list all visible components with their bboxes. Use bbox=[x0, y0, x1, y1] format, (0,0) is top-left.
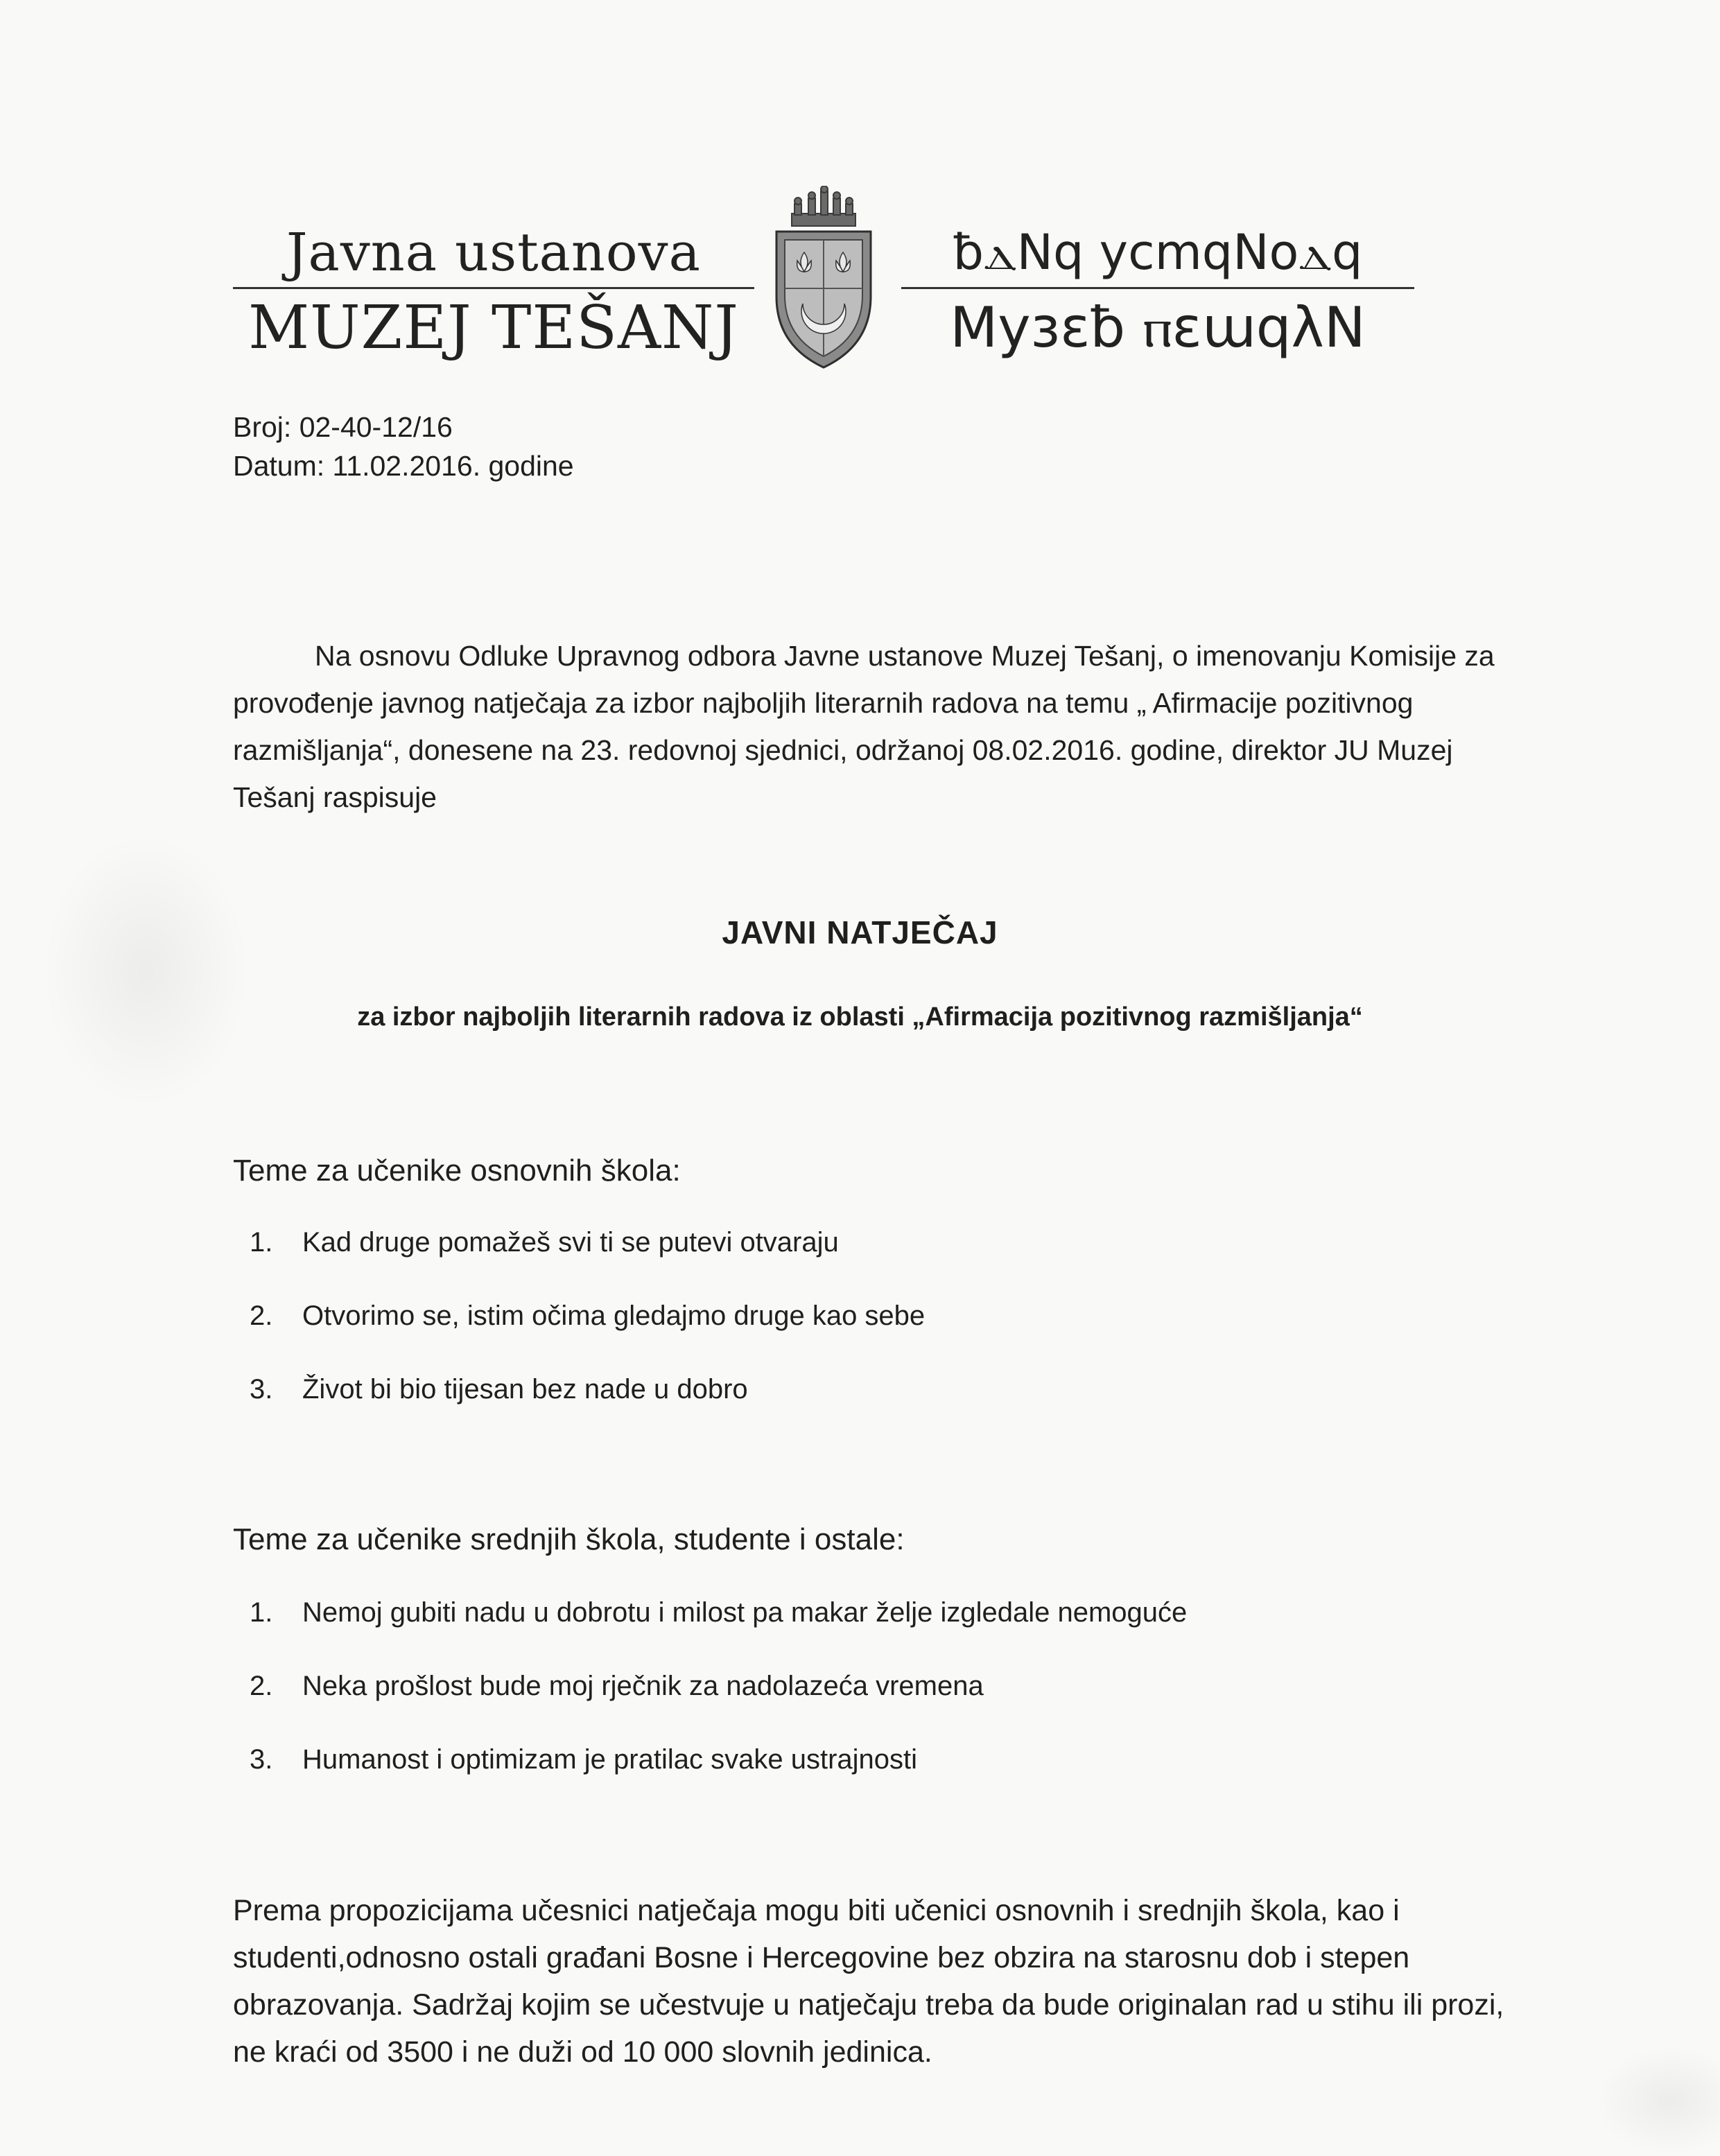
institution-type-latin: Javna ustanova bbox=[286, 221, 701, 283]
institution-type-bosancica: ƀⲇNq ycmqNoⲇq bbox=[953, 224, 1363, 281]
header-latin bbox=[233, 220, 754, 363]
document-title: JAVNI NATJEČAJ bbox=[722, 914, 998, 950]
document-subtitle: za izbor najboljih literarnih radova iz oblasti „Afirmacija pozitivnog razmišljanja“ bbox=[357, 1002, 1363, 1032]
reference-block bbox=[233, 408, 574, 485]
list-number: 3. bbox=[250, 1374, 273, 1405]
list-item bbox=[233, 1744, 1187, 1818]
document-number: Broj: 02-40-12/16 bbox=[233, 411, 453, 443]
list-item bbox=[233, 1597, 1187, 1671]
secondary-topics-heading: Teme za učenike srednjih škola, studente i ostale: bbox=[233, 1522, 905, 1556]
scan-shadow bbox=[42, 832, 250, 1109]
list-item bbox=[233, 1374, 925, 1448]
intro-paragraph: Na osnovu Odluke Upravnog odbora Javne ustanove Muzej Tešanj, o imenovanju Komisije za provođenje javnog natječaja za izbor najboljih literarnih radova na temu „ Afirmacije pozitivnog razmišljanja“, donesene na 23. redovnoj sjednici, održanoj 08.02.2016. godine, direktor JU Muzej Tešanj raspisuje bbox=[233, 640, 1495, 813]
list-text: Kad druge pomažeš svi ti se putevi otvaraju bbox=[302, 1227, 839, 1258]
header-rule-right bbox=[901, 287, 1414, 289]
secondary-topics-list bbox=[233, 1597, 1187, 1818]
list-text: Neka prošlost bude moj rječnik za nadolazeća vremena bbox=[302, 1671, 984, 1701]
list-item bbox=[233, 1671, 1187, 1744]
institution-name-bosancica: Myзɛƀ ⲡɛɯqλN bbox=[950, 295, 1366, 360]
list-text: Nemoj gubiti nadu u dobrotu i milost pa makar želje izgledale nemoguće bbox=[302, 1597, 1188, 1628]
coat-of-arms-icon bbox=[768, 186, 879, 373]
list-item bbox=[233, 1301, 925, 1374]
header-rule-left bbox=[233, 287, 754, 289]
document-date: Datum: 11.02.2016. godine bbox=[233, 450, 574, 482]
list-item bbox=[233, 1227, 925, 1301]
scan-shadow bbox=[1595, 2045, 1720, 2156]
institution-name-latin: MUZEJ TEŠANJ bbox=[248, 293, 739, 363]
list-number: 3. bbox=[250, 1744, 273, 1775]
primary-topics-list bbox=[233, 1227, 925, 1448]
primary-topics-heading: Teme za učenike osnovnih škola: bbox=[233, 1154, 681, 1188]
list-number: 1. bbox=[250, 1597, 273, 1628]
closing-paragraph: Prema propozicijama učesnici natječaja mogu biti učenici osnovnih i srednjih škola, kao i studenti,odnosno ostali građani Bosne i Hercegovine bez obzira na starosnu dob i stepen obrazovanja. Sadržaj kojim se učestvuje u natječaju treba da bude originalan rad u stihu ili prozi, ne kraći od 3500 i ne duži od 10 000 slovnih jedinica. bbox=[233, 1894, 1504, 2069]
list-text: Život bi bio tijesan bez nade u dobro bbox=[302, 1374, 748, 1405]
list-number: 2. bbox=[250, 1301, 273, 1331]
header-bosancica bbox=[901, 220, 1414, 363]
list-number: 2. bbox=[250, 1671, 273, 1701]
list-number: 1. bbox=[250, 1227, 273, 1258]
list-text: Humanost i optimizam je pratilac svake ustrajnosti bbox=[302, 1744, 918, 1775]
list-text: Otvorimo se, istim očima gledajmo druge kao sebe bbox=[302, 1301, 926, 1331]
